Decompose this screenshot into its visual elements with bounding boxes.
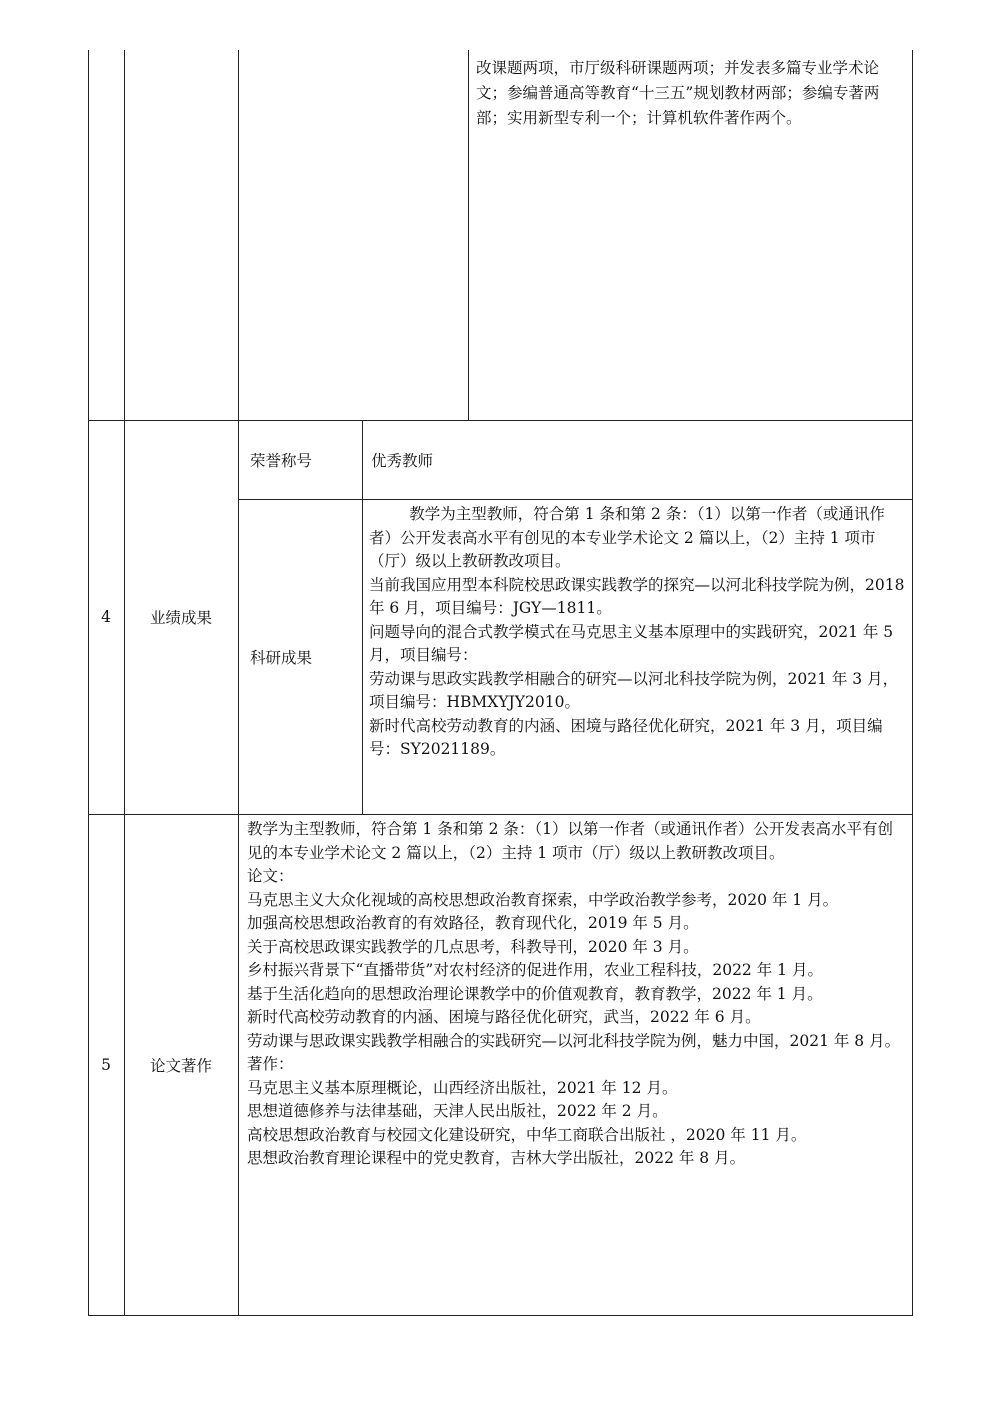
- book-item: 高校思想政治教育与校园文化建设研究，中华工商联合出版社 ，2020 年 11 月。: [247, 1125, 807, 1144]
- section-heading: 论文：: [247, 867, 294, 885]
- paper-item: 关于高校思政课实践教学的几点思考，科教导刊，2020 年 3 月。: [247, 937, 699, 956]
- qualification-text: 教学为主型教师，符合第 1 条和第 2 条：（1）以第一作者（或通讯作者）公开发表高水平有创见的本专业学术论文 2 篇以上，（2）主持 1 项市（厅）级以上教研教改项目。: [369, 505, 885, 570]
- honor-title-value: 优秀教师: [371, 451, 434, 470]
- row-category: 业绩成果: [149, 609, 212, 627]
- book-item: 思想政治教育理论课程中的党史教育，吉林大学出版社，2022 年 8 月。: [247, 1149, 746, 1167]
- research-item: 劳动课与思政实践教学相融合的研究—以河北科技学院为例，2021 年 3 月，项目编号：HBMXYJY2010。: [369, 669, 899, 711]
- paper-item: 马克思主义大众化视域的高校思想政治教育探索，中学政治教学参考，2020 年 1 月。: [247, 890, 839, 909]
- book-item: 马克思主义基本原理概论，山西经济出版社，2021 年 12 月。: [247, 1078, 678, 1097]
- table-right-border: [912, 50, 913, 1316]
- research-item: 新时代高校劳动教育的内涵、困境与路径优化研究，2021 年 3 月，项目编号：SY2021189。: [369, 716, 883, 758]
- continued-achievement-text: 改课题两项，市厅级科研课题两项；并发表多篇专业学术论文；参编普通高等教育“十三五”规划教材两部；参编专著两部；实用新型专利一个；计算机软件著作两个。: [476, 59, 880, 127]
- research-item: 当前我国应用型本科院校思政课实践教学的探究—以河北科技学院为例，2018 年 6 月，项目编号：JGY—1811。: [369, 575, 905, 617]
- honor-title-label: 荣誉称号: [250, 451, 313, 470]
- book-item: 思想道德修养与法律基础，天津人民出版社，2022 年 2 月。: [247, 1102, 668, 1120]
- column-divider: [468, 50, 469, 420]
- paper-item: 乡村振兴背景下“直播带货”对农村经济的促进作用，农业工程科技，2022 年 1 月。: [247, 961, 823, 979]
- section-heading: 著作：: [247, 1055, 294, 1073]
- paper-item: 基于生活化趋向的思想政治理论课教学中的价值观教育，教育教学，2022 年 1 月。: [247, 984, 823, 1003]
- row-category: 论文著作: [149, 1056, 212, 1075]
- research-item: 问题导向的混合式教学模式在马克思主义基本原理中的实践研究，2021 年 5 月，项目编号：: [369, 622, 894, 664]
- column-divider: [362, 420, 363, 814]
- research-results-label: 科研成果: [250, 648, 313, 667]
- research-results-content: [369, 503, 907, 762]
- paper-item: 新时代高校劳动教育的内涵、困境与路径优化研究，武当，2022 年 6 月。: [247, 1008, 761, 1026]
- column-divider: [238, 50, 239, 1316]
- paper-item: 加强高校思想政治教育的有效路径，教育现代化，2019 年 5 月。: [247, 914, 699, 932]
- table-bottom-border: [88, 1315, 913, 1316]
- row-number: 4: [101, 608, 111, 626]
- row-number: 5: [101, 1055, 111, 1074]
- paper-item: 劳动课与思政课实践教学相融合的实践研究—以河北科技学院为例，魅力中国，2021 年 8 月。: [247, 1031, 901, 1050]
- papers-works-content: [247, 818, 907, 1171]
- qualification-text: 教学为主型教师，符合第 1 条和第 2 条：（1）以第一作者（或通讯作者）公开发表高水平有创见的本专业学术论文 2 篇以上，（2）主持 1 项市（厅）级以上教研教改项目。: [247, 820, 894, 862]
